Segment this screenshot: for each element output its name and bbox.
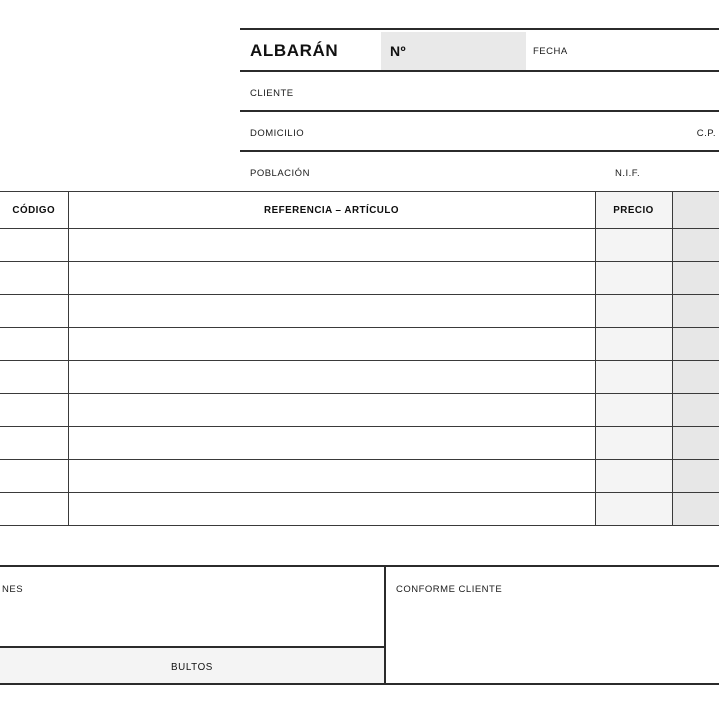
header-row-albaran — [240, 28, 719, 70]
cell-precio[interactable] — [595, 427, 672, 460]
cell-codigo[interactable] — [0, 295, 68, 328]
cell-importe[interactable] — [672, 295, 719, 328]
table-row — [0, 262, 719, 295]
bultos-field[interactable] — [0, 648, 384, 683]
page-title: ALBARÁN — [250, 41, 339, 60]
cell-importe[interactable] — [672, 262, 719, 295]
column-header-codigo: CÓDIGO — [0, 192, 68, 229]
nif-label: N.I.F. — [615, 168, 641, 179]
cell-codigo[interactable] — [0, 427, 68, 460]
cell-referencia[interactable] — [68, 295, 595, 328]
table-row — [0, 328, 719, 361]
cell-referencia[interactable] — [68, 394, 595, 427]
footer-left-panel — [0, 565, 386, 685]
form-header-block — [240, 28, 719, 190]
cell-referencia[interactable] — [68, 361, 595, 394]
cell-referencia[interactable] — [68, 427, 595, 460]
cell-referencia[interactable] — [68, 328, 595, 361]
cell-codigo[interactable] — [0, 229, 68, 262]
form-footer-block — [0, 565, 719, 685]
cell-referencia[interactable] — [68, 493, 595, 526]
header-row-domicilio[interactable] — [240, 110, 719, 150]
bultos-label: BULTOS — [171, 662, 213, 673]
cell-precio[interactable] — [595, 361, 672, 394]
table-row — [0, 361, 719, 394]
cell-referencia[interactable] — [68, 262, 595, 295]
column-header-referencia: REFERENCIA – ARTÍCULO — [68, 192, 595, 229]
cell-codigo[interactable] — [0, 493, 68, 526]
cell-precio[interactable] — [595, 262, 672, 295]
table-row — [0, 229, 719, 262]
header-row-cliente[interactable] — [240, 70, 719, 110]
cell-importe[interactable] — [672, 427, 719, 460]
table-row — [0, 295, 719, 328]
observaciones-field[interactable] — [0, 567, 384, 648]
cell-precio[interactable] — [595, 460, 672, 493]
cell-importe[interactable] — [672, 493, 719, 526]
cell-precio[interactable] — [595, 493, 672, 526]
items-table — [0, 191, 719, 526]
table-header-row — [0, 192, 719, 229]
domicilio-label: DOMICILIO — [250, 128, 305, 139]
numero-label: Nº — [390, 43, 407, 59]
conforme-cliente-label: CONFORME CLIENTE — [396, 584, 503, 595]
cell-importe[interactable] — [672, 328, 719, 361]
cell-precio[interactable] — [595, 295, 672, 328]
header-row-poblacion[interactable] — [240, 150, 719, 190]
cell-precio[interactable] — [595, 328, 672, 361]
cell-codigo[interactable] — [0, 328, 68, 361]
items-table-body — [0, 229, 719, 526]
cell-precio[interactable] — [595, 394, 672, 427]
poblacion-label: POBLACIÓN — [250, 168, 310, 179]
column-header-importe — [672, 192, 719, 229]
cell-codigo[interactable] — [0, 262, 68, 295]
table-row — [0, 427, 719, 460]
conforme-cliente-field[interactable] — [386, 565, 719, 685]
cell-codigo[interactable] — [0, 361, 68, 394]
cell-referencia[interactable] — [68, 460, 595, 493]
cp-label: C.P. — [696, 128, 716, 139]
table-row — [0, 460, 719, 493]
cell-importe[interactable] — [672, 394, 719, 427]
column-header-precio: PRECIO — [595, 192, 672, 229]
cell-codigo[interactable] — [0, 394, 68, 427]
cell-precio[interactable] — [595, 229, 672, 262]
cell-codigo[interactable] — [0, 460, 68, 493]
fecha-label: FECHA — [533, 46, 568, 57]
table-row — [0, 394, 719, 427]
table-row — [0, 493, 719, 526]
cell-importe[interactable] — [672, 460, 719, 493]
cell-importe[interactable] — [672, 229, 719, 262]
cell-importe[interactable] — [672, 361, 719, 394]
cell-referencia[interactable] — [68, 229, 595, 262]
observaciones-label: NES — [2, 584, 24, 595]
cliente-label: CLIENTE — [250, 88, 294, 99]
